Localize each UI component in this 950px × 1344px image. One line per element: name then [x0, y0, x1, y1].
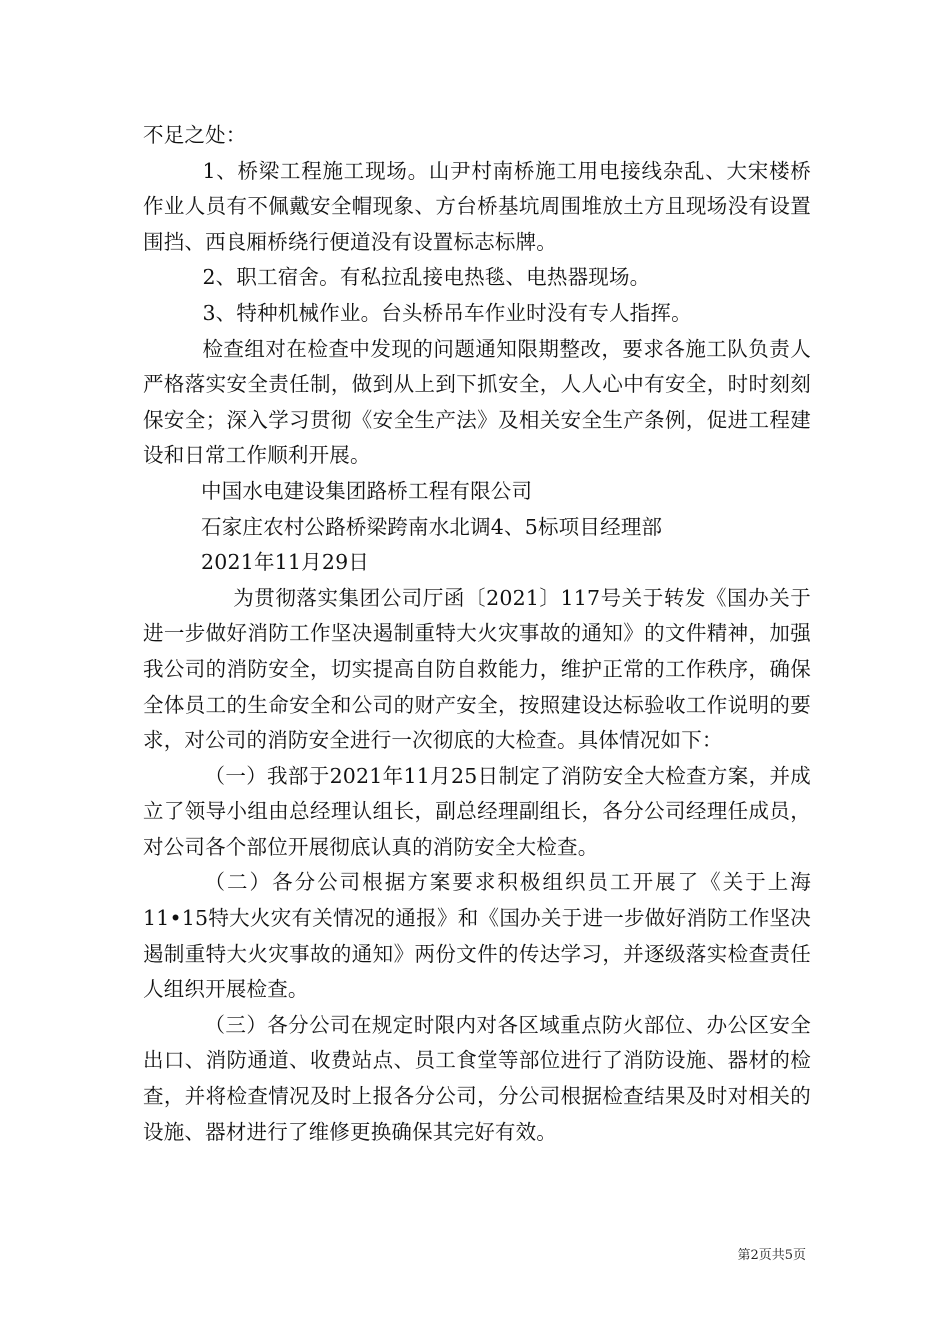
paragraph-item-3-machinery: 3、特种机械作业。台头桥吊车作业时没有专人指挥。: [202, 300, 692, 325]
signature-department: 石家庄农村公路桥梁跨南水北调4、5标项目经理部: [201, 514, 663, 539]
paragraph-enum-2: （二）各分公司根据方案要求积极组织员工开展了《关于上海11•15特大火灾有关情况的通报》和《国办关于进一步做好消防工作坚决遏制重特大火灾事故的通知》两份文件的传达学习，并逐级落实检查责任人组织开展检查。: [143, 870, 811, 1002]
paragraph-enum-3: （三）各分公司在规定时限内对各区域重点防火部位、办公区安全出口、消防通道、收费站点、员工食堂等部位进行了消防设施、器材的检查，并将检查情况及时上报各分公司，分公司根据检查结果及时对相关的设施、器材进行了维修更换确保其完好有效。: [143, 1012, 811, 1144]
paragraph-fire-safety-intro: 为贯彻落实集团公司厅函〔2021〕117号关于转发《国办关于进一步做好消防工作坚决遏制重特大火灾事故的通知》的文件精神，加强我公司的消防安全，切实提高自防自救能力，维护正常的工作秩序，确保全体员工的生命安全和公司的财产安全，按照建设达标验收工作说明的要求，对公司的消防安全进行一次彻底的大检查。具体情况如下：: [143, 585, 811, 753]
paragraph-shortcomings-heading: 不足之处：: [143, 123, 247, 147]
paragraph-item-1-bridge-site: 1、桥梁工程施工现场。山尹村南桥施工用电接线杂乱、大宋楼桥作业人员有不佩戴安全帽现象、方台桥基坑周围堆放土方且现场没有设置围挡、西良厢桥绕行便道没有设置标志标牌。: [143, 158, 811, 254]
page-number-footer: 第2页共5页: [737, 1248, 806, 1263]
paragraph-item-2-dormitory: 2、职工宿舍。有私拉乱接电热毯、电热器现场。: [202, 265, 651, 290]
signature-company: 中国水电建设集团路桥工程有限公司: [201, 478, 533, 503]
document-body: [143, 118, 811, 1150]
paragraph-rectification: 检查组对在检查中发现的问题通知限期整改，要求各施工队负责人严格落实安全责任制，做到从上到下抓安全，人人心中有安全，时时刻刻保安全；深入学习贯彻《安全生产法》及相关安全生产条例，促进工程建设和日常工作顺利开展。: [143, 336, 811, 468]
paragraph-enum-1: （一）我部于2021年11月25日制定了消防安全大检查方案，并成立了领导小组由总经理认组长，副总经理副组长，各分公司经理任成员，对公司各个部位开展彻底认真的消防安全大检查。: [143, 763, 811, 859]
signature-date: 2021年11月29日: [201, 550, 370, 575]
